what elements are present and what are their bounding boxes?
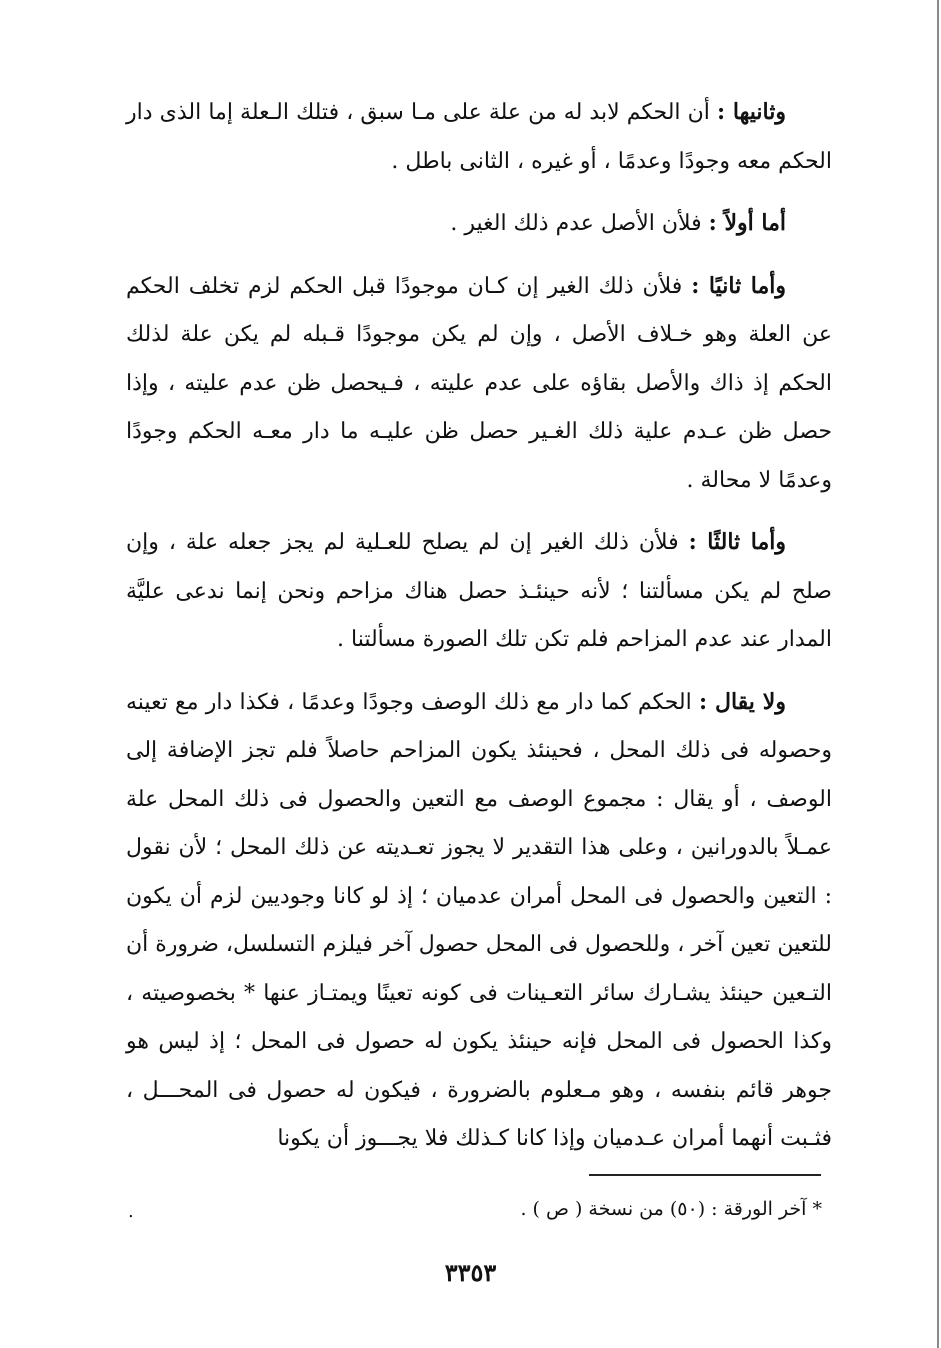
scan-edge-line (937, 0, 939, 1348)
main-text-block (126, 88, 832, 1177)
paragraph-1 (126, 88, 832, 186)
footnote-divider (589, 1174, 821, 1176)
paragraph-lead: ولا يقال : (698, 688, 786, 715)
paragraph-lead: وأما ثانيًا : (691, 272, 786, 299)
paragraph-lead: وثانيها : (717, 99, 786, 125)
paragraph-4 (126, 518, 832, 665)
paragraph-body: فلأن ذلك الغير إن كـان موجودًا قبل الحكم لزم تخلف الحكم عن العلة وهو خـلاف الأصل ، وإن لم يكن موجودًا قـبله لم يكن علة لذلك الحكم إذ ذاك والأصل بقاؤه على عدم عليته ، فـيحصل ظن عدم عليته ، وإذا حصل ظن عـدم علية ذلك الغـير حصل ظن عليـه ما دار معـه الحكم وجودًا وعدمًا لا محالة . (126, 273, 832, 493)
paragraph-3 (126, 262, 832, 506)
stray-mark: . (128, 1201, 134, 1222)
paragraph-body: فلأن الأصل عدم ذلك الغير . (450, 211, 709, 236)
paragraph-lead: وأما ثالثًا : (688, 529, 786, 555)
page-number: ٣٣٥٣ (444, 1258, 497, 1287)
paragraph-body: أن الحكم لابد له من علة على مـا سبق ، فتلك الـعلة إما الذى دار الحكم معه وجودًا وعدمًا ، أو غيره ، الثانى باطل . (126, 100, 832, 174)
paragraph-2 (126, 199, 832, 249)
paragraph-body: فلأن ذلك الغير إن لم يصلح للعـلية لم يجز جعله علة ، وإن صلح لم يكن مسألتنا ؛ لأنه حينئـذ حصل هناك مزاحم ونحن إنما ندعى عليَّة المدار عند عدم المزاحم فلم تكن تلك الصورة مسألتنا . (126, 530, 832, 652)
paragraph-5 (126, 678, 832, 1164)
paragraph-body: الحكم كما دار مع ذلك الوصف وجودًا وعدمًا ، فكذا دار مع تعينه وحصوله فى ذلك المحل ، فحينئذ يكون المزاحم حاصلاً فلم تجز الإضافة إلى الوصف ، أو يقال : مجموع الوصف مع التعين والحصول فى ذلك المحل علة عمـلاً بالدورانين ، وعلى هذا التقدير لا يجوز تعـديته عن ذلك المحل ؛ لأن نقول : التعين والحصول فى المحل أمران عدميان ؛ إذ لو كانا وجوديين لزم أن يكون للتعين تعين آخر ، وللحصول فى المحل حصول آخر فيلزم التسلسل، ضرورة أن التـعين حينئذ يشـارك سائر التعـينات فى كونه تعينًا ويمتـاز عنها * بخصوصيته ، وكذا الحصول فى المحل فإنه حينئذ يكون له حصول فى المحل ؛ إذ ليس هو جوهر قائم بنفسه ، وهو مـعلوم بالضرورة ، فيكون له حصول فى المحـــل ، فثـبت أنهما أمران عـدميان وإذا كانا كـذلك فلا يجـــوز أن يكونا (126, 689, 833, 1151)
paragraph-lead: أما أولاً : (708, 210, 786, 236)
footnote: * آخر الورقة : (٥٠) من نسخة ( ص ) . (520, 1198, 822, 1220)
